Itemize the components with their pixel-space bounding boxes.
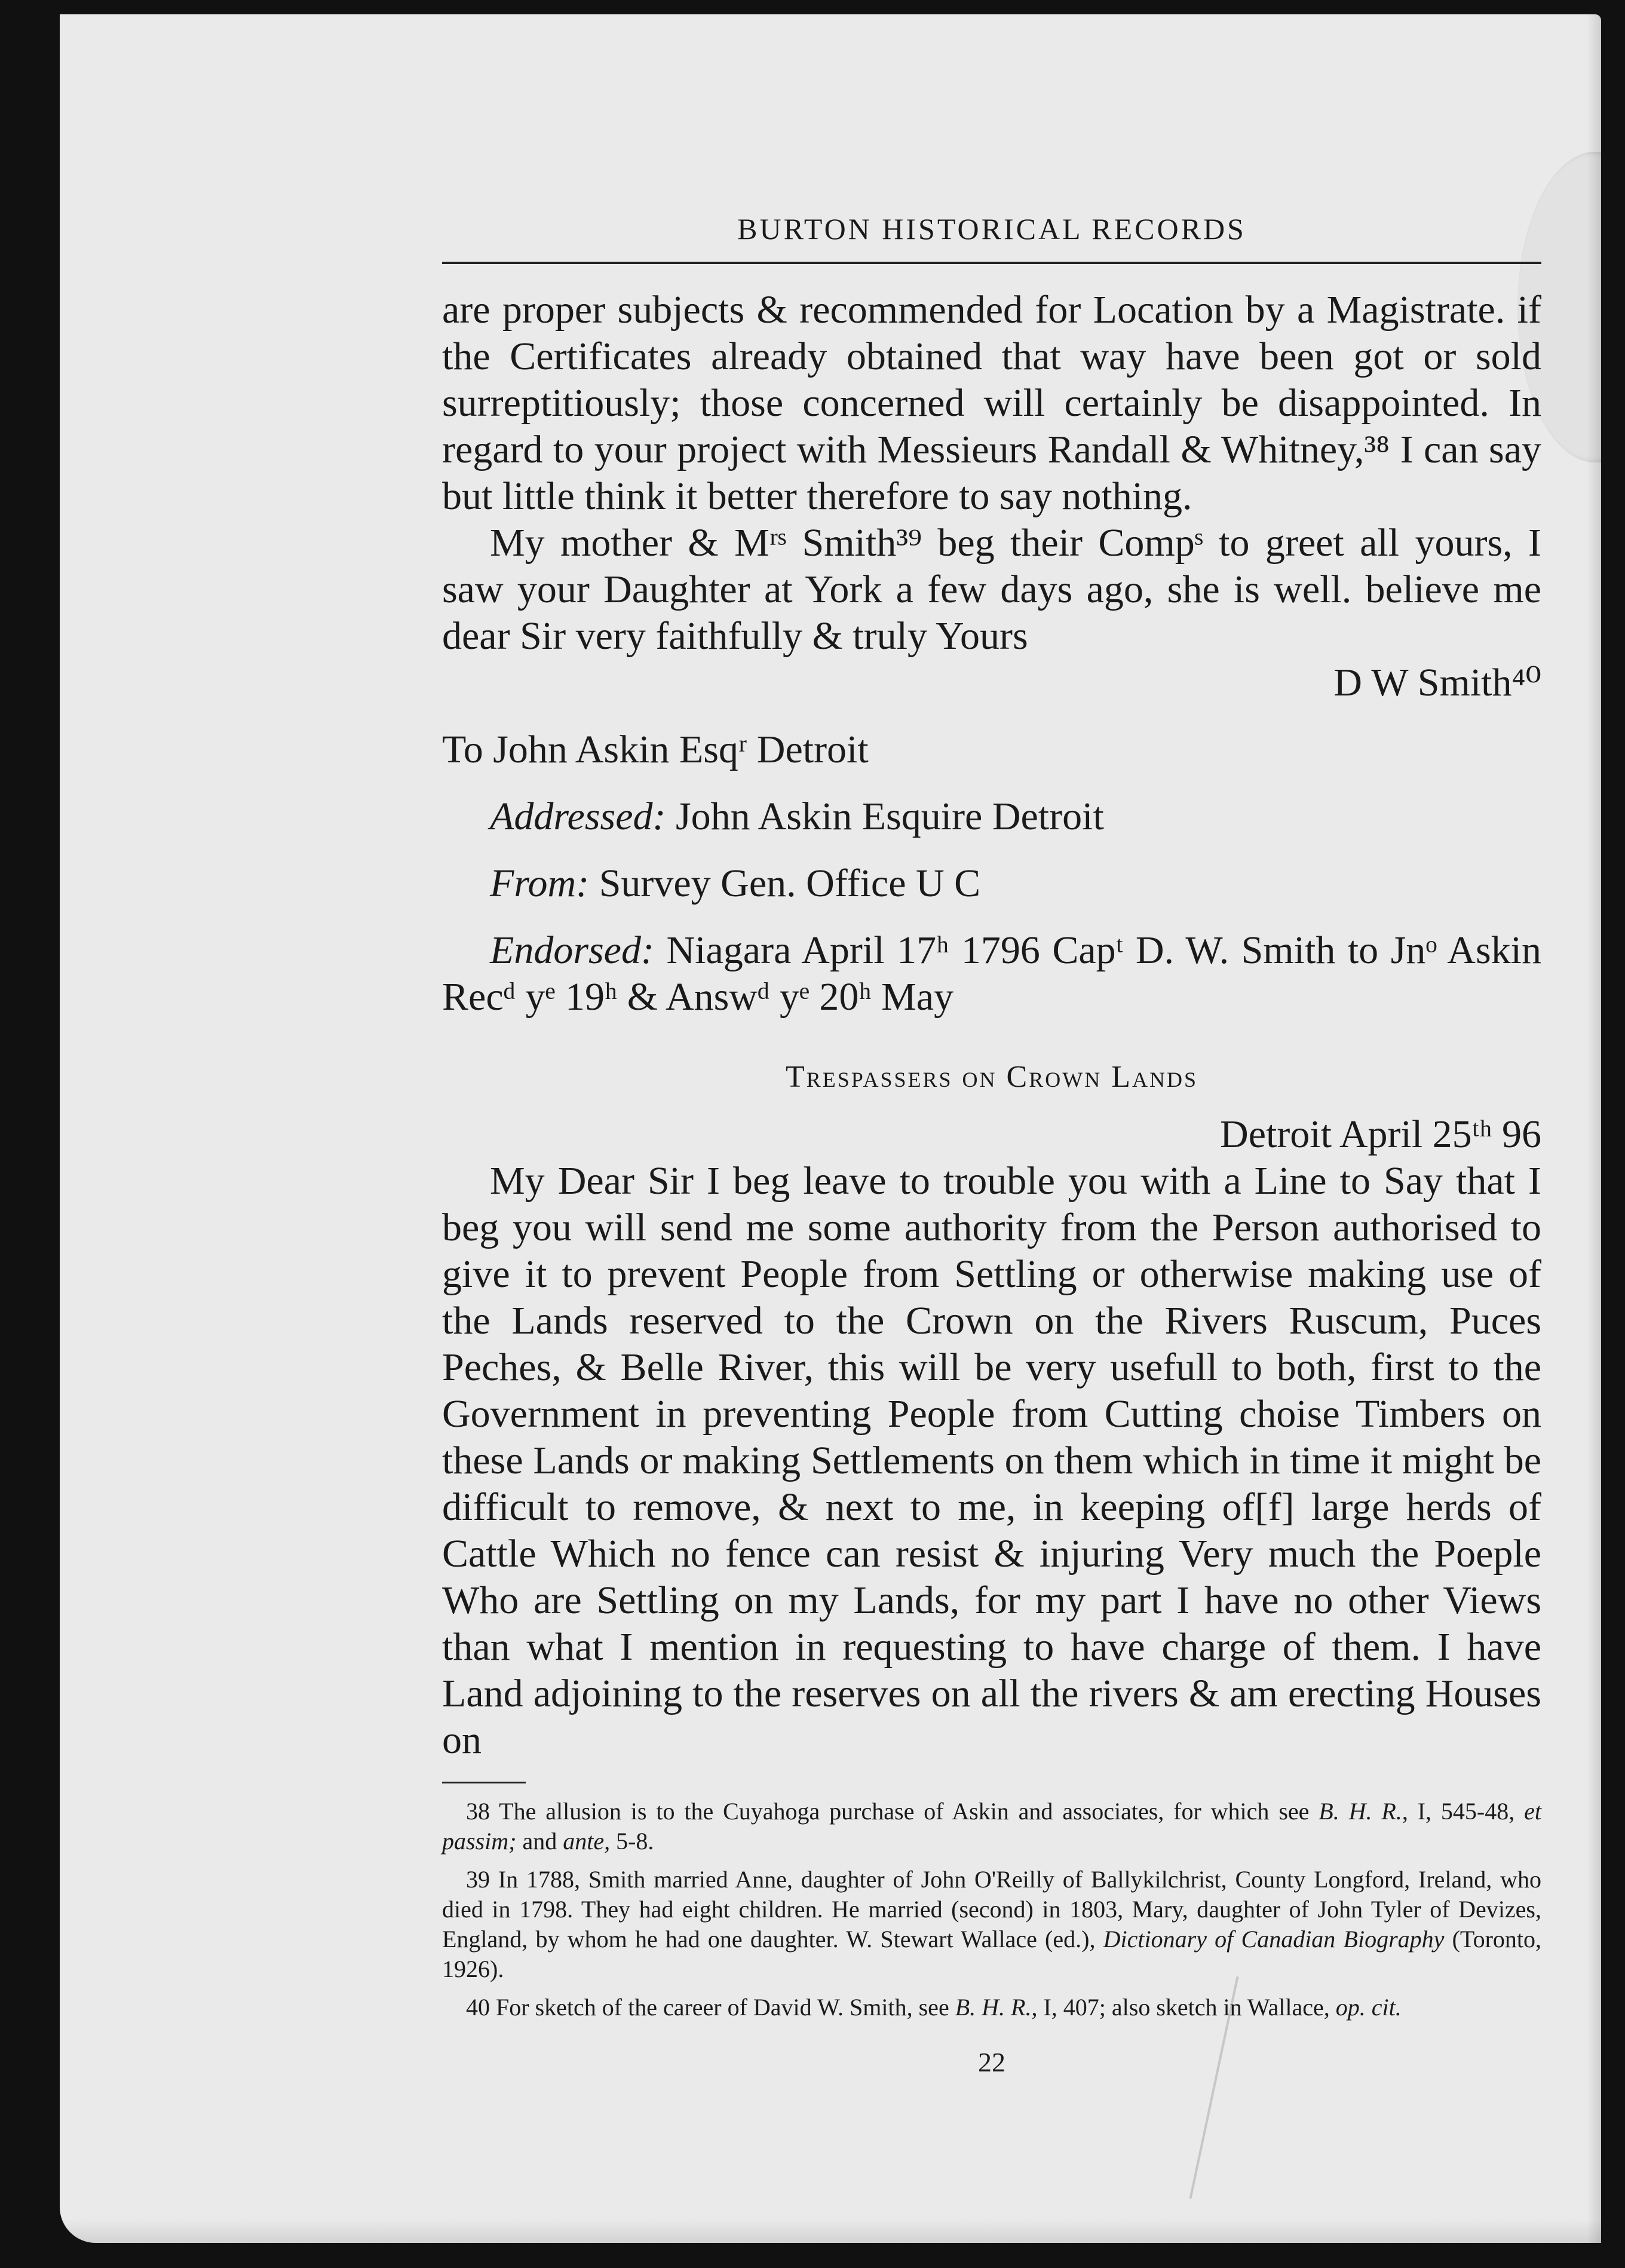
footnote-38-text-3: and: [516, 1828, 563, 1855]
footnote-40: [442, 1993, 1541, 2022]
spacer: [442, 706, 1541, 727]
footnotes: [442, 1782, 1541, 2022]
footnote-40-text-2: , I, 407; also sketch in Wallace,: [1031, 1994, 1336, 2021]
to-line: To John Askin Esqʳ Detroit: [442, 728, 869, 771]
footnote-40-text: 40 For sketch of the career of David W. Smith, see: [466, 1994, 955, 2021]
dateline: Detroit April 25ᵗʰ 96: [1220, 1112, 1541, 1156]
endorsed-text: Niagara April 17ʰ 1796 Capᵗ D. W. Smith to Jnᵒ Askin Recᵈ yᵉ 19ʰ & Answᵈ yᵉ 20ʰ May: [442, 928, 1541, 1019]
footnote-39-text-2: (Toronto, 1926).: [442, 1926, 1541, 1982]
footnote-39-title: Dictionary of Canadian Biography: [1103, 1926, 1445, 1953]
page-number: 22: [978, 2047, 1005, 2077]
addressed-text: John Askin Esquire Detroit: [666, 795, 1104, 838]
footnote-39-text: 39 In 1788, Smith married Anne, daughter of John O'Reilly of Ballykilchrist, County Longford, Ireland, who died in 1798. They had eight children. He married (second) in 1803, Mary, daughter of John Tyler of Devizes, England, by whom he had one daughter. W. Stewart Wallace (ed.),: [442, 1866, 1541, 1953]
addressed-label: Addressed:: [490, 795, 666, 838]
from-line: [442, 860, 1541, 907]
page-content: [442, 212, 1541, 2078]
footnote-rule: [442, 1782, 526, 1783]
footnote-38-italic-2: ante,: [563, 1828, 611, 1855]
footnote-38-abbr: B. H. R.: [1319, 1798, 1402, 1825]
spacer: [442, 840, 1541, 860]
endorsed-line: [442, 927, 1541, 1020]
signature: D W Smith⁴⁰: [1333, 661, 1541, 704]
spacer: [442, 907, 1541, 927]
body-text: [442, 287, 1541, 1764]
paragraph-1: are proper subjects & recommended for Location by a Magistrate. if the Certificates already obtained that way have been got or sold surreptitiously; those concerned will certainly be disappointed. In regard to your project with Messieurs Randall & Whitney,³⁸ I can say but little think it better therefore to say nothing.: [442, 288, 1541, 518]
spacer: [442, 773, 1541, 793]
page-bottom-shadow: [60, 2219, 1601, 2243]
footnote-40-italic: op. cit.: [1335, 1994, 1402, 2021]
footnote-40-abbr: B. H. R.: [955, 1994, 1032, 2021]
footnote-38-text: 38 The allusion is to the Cuyahoga purchase of Askin and associates, for which see: [466, 1798, 1319, 1825]
running-head-rule: [442, 262, 1541, 264]
running-head: BURTON HISTORICAL RECORDS: [737, 212, 1246, 246]
page-edge-shadow: [1587, 14, 1601, 2243]
footnote-38-text-4: 5-8.: [610, 1828, 654, 1855]
footnote-38-text-2: , I, 545-48,: [1402, 1798, 1525, 1825]
from-text: Survey Gen. Office U C: [589, 862, 981, 905]
footnote-38-italic: et passim;: [442, 1798, 1541, 1855]
section-heading: Trespassers on Crown Lands: [785, 1060, 1198, 1094]
footnote-38: [442, 1797, 1541, 1856]
scanned-page: [60, 14, 1601, 2243]
paragraph-2: My mother & Mʳˢ Smith³⁹ beg their Compˢ to greet all yours, I saw your Daughter at York a few days ago, she is well. believe me dear Sir very faithfully & truly Yours: [442, 521, 1541, 658]
paragraph-3: My Dear Sir I beg leave to trouble you with a Line to Say that I beg you will send me some authority from the Person authorised to give it to prevent People from Settling or otherwise making use of the Lands reserved to the Crown on the Rivers Ruscum, Puces Peches, & Belle River, this will be very usefull to both, first to the Government in preventing People from Cutting choise Timbers on these Lands or making Settlements on them which in time it might be difficult to remove, & next to me, in keeping of[f] large herds of Cattle Which no fence can resist & injuring Very much the Poeple Who are Settling on my Lands, for my part I have no other Views than what I mention in requesting to have charge of them. I have Land adjoining to the reserves on all the rivers & am erecting Houses on: [442, 1159, 1541, 1762]
addressed-line: [442, 793, 1541, 840]
endorsed-label: Endorsed:: [490, 928, 654, 972]
from-label: From:: [490, 862, 590, 905]
footnote-39: [442, 1865, 1541, 1984]
